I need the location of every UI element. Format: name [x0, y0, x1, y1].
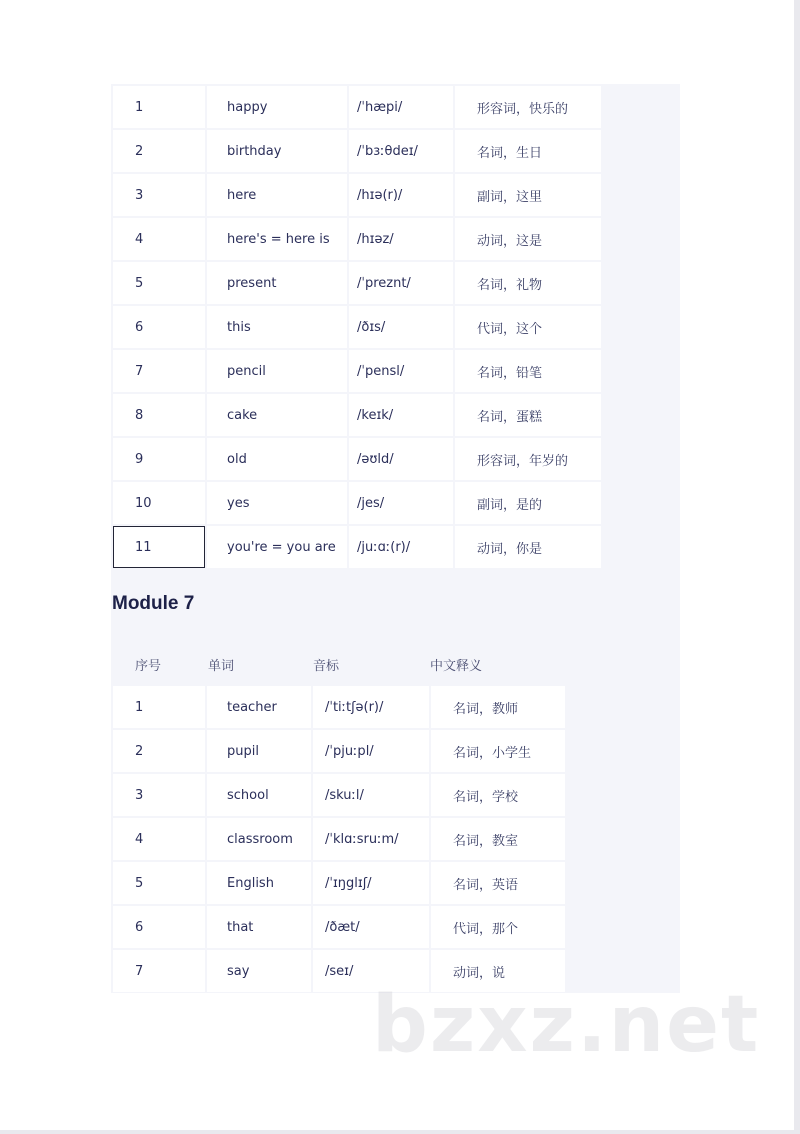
vocabulary-table-module-7 [111, 684, 567, 994]
row-number: 3 [113, 774, 205, 816]
meaning-cell: 动词，说 [431, 950, 565, 992]
word-cell: English [207, 862, 311, 904]
table-row [113, 862, 565, 904]
row-number: 10 [113, 482, 205, 524]
meaning-cell: 名词，生日 [455, 130, 601, 172]
row-number: 5 [113, 262, 205, 304]
meaning-cell: 名词，学校 [431, 774, 565, 816]
word-cell: pupil [207, 730, 311, 772]
row-number: 8 [113, 394, 205, 436]
row-number: 2 [113, 130, 205, 172]
phonetic-cell: /seɪ/ [313, 950, 429, 992]
row-number: 6 [113, 306, 205, 348]
phonetic-cell: /keɪk/ [349, 394, 453, 436]
row-number: 2 [113, 730, 205, 772]
meaning-cell: 名词，蛋糕 [455, 394, 601, 436]
phonetic-cell: /ðɪs/ [349, 306, 453, 348]
table-row [113, 482, 601, 524]
word-cell: here [207, 174, 347, 216]
word-cell: you're = you are [207, 526, 347, 568]
meaning-cell: 名词，教室 [431, 818, 565, 860]
header-meaning: 中文释义 [430, 659, 483, 674]
word-cell: school [207, 774, 311, 816]
header-word: 单词 [208, 659, 235, 674]
word-cell: pencil [207, 350, 347, 392]
word-cell: yes [207, 482, 347, 524]
meaning-cell: 名词，教师 [431, 686, 565, 728]
phonetic-cell: /ˈɪŋglɪʃ/ [313, 862, 429, 904]
table-header-row [111, 655, 680, 674]
word-cell: teacher [207, 686, 311, 728]
row-number-selected-cell[interactable]: 11 [113, 526, 205, 568]
phonetic-cell: /jes/ [349, 482, 453, 524]
phonetic-cell: /hɪə(r)/ [349, 174, 453, 216]
table-row [113, 218, 601, 260]
table-row [113, 818, 565, 860]
table-row [113, 774, 565, 816]
word-cell: this [207, 306, 347, 348]
row-number: 9 [113, 438, 205, 480]
vocabulary-table-previous-module [111, 84, 603, 570]
phonetic-cell: /ˈbɜːθdeɪ/ [349, 130, 453, 172]
word-cell: present [207, 262, 347, 304]
row-number: 1 [113, 86, 205, 128]
watermark-logo: bzxz.net [372, 980, 761, 1070]
table-row [113, 174, 601, 216]
module-heading: Module 7 [112, 593, 195, 614]
meaning-cell: 名词，礼物 [455, 262, 601, 304]
phonetic-cell: /ˈklɑːsruːm/ [313, 818, 429, 860]
word-cell: old [207, 438, 347, 480]
row-number: 6 [113, 906, 205, 948]
header-number: 序号 [135, 659, 162, 674]
meaning-cell: 副词，是的 [455, 482, 601, 524]
table-row [113, 686, 565, 728]
table-row [113, 350, 601, 392]
row-number: 4 [113, 818, 205, 860]
meaning-cell: 副词，这里 [455, 174, 601, 216]
meaning-cell: 形容词，快乐的 [455, 86, 601, 128]
table-row [113, 130, 601, 172]
phonetic-cell: /juːɑː(r)/ [349, 526, 453, 568]
meaning-cell: 动词，这是 [455, 218, 601, 260]
table-row [113, 906, 565, 948]
table-row [113, 526, 601, 568]
table-row [113, 262, 601, 304]
table-row [113, 306, 601, 348]
row-number: 3 [113, 174, 205, 216]
table-row [113, 394, 601, 436]
table-row [113, 86, 601, 128]
page-right-edge [794, 0, 800, 1134]
word-cell: classroom [207, 818, 311, 860]
phonetic-cell: /ˈhæpi/ [349, 86, 453, 128]
word-cell: that [207, 906, 311, 948]
row-number: 5 [113, 862, 205, 904]
phonetic-cell: /hɪəz/ [349, 218, 453, 260]
word-cell: birthday [207, 130, 347, 172]
row-number: 4 [113, 218, 205, 260]
table-row [113, 730, 565, 772]
phonetic-cell: /ˈpjuːpl/ [313, 730, 429, 772]
meaning-cell: 形容词，年岁的 [455, 438, 601, 480]
row-number: 7 [113, 350, 205, 392]
header-phonetic: 音标 [313, 659, 340, 674]
meaning-cell: 名词，小学生 [431, 730, 565, 772]
word-cell: happy [207, 86, 347, 128]
phonetic-cell: /ˈpreznt/ [349, 262, 453, 304]
meaning-cell: 代词，这个 [455, 306, 601, 348]
meaning-cell: 名词，英语 [431, 862, 565, 904]
meaning-cell: 代词，那个 [431, 906, 565, 948]
table-row [113, 438, 601, 480]
phonetic-cell: /ˈpensl/ [349, 350, 453, 392]
word-cell: say [207, 950, 311, 992]
phonetic-cell: /əʊld/ [349, 438, 453, 480]
word-cell: cake [207, 394, 347, 436]
row-number: 7 [113, 950, 205, 992]
phonetic-cell: /ðæt/ [313, 906, 429, 948]
row-number: 1 [113, 686, 205, 728]
word-cell: here's = here is [207, 218, 347, 260]
phonetic-cell: /skuːl/ [313, 774, 429, 816]
meaning-cell: 名词，铅笔 [455, 350, 601, 392]
page-bottom-edge [0, 1130, 800, 1134]
meaning-cell: 动词，你是 [455, 526, 601, 568]
phonetic-cell: /ˈtiːtʃə(r)/ [313, 686, 429, 728]
